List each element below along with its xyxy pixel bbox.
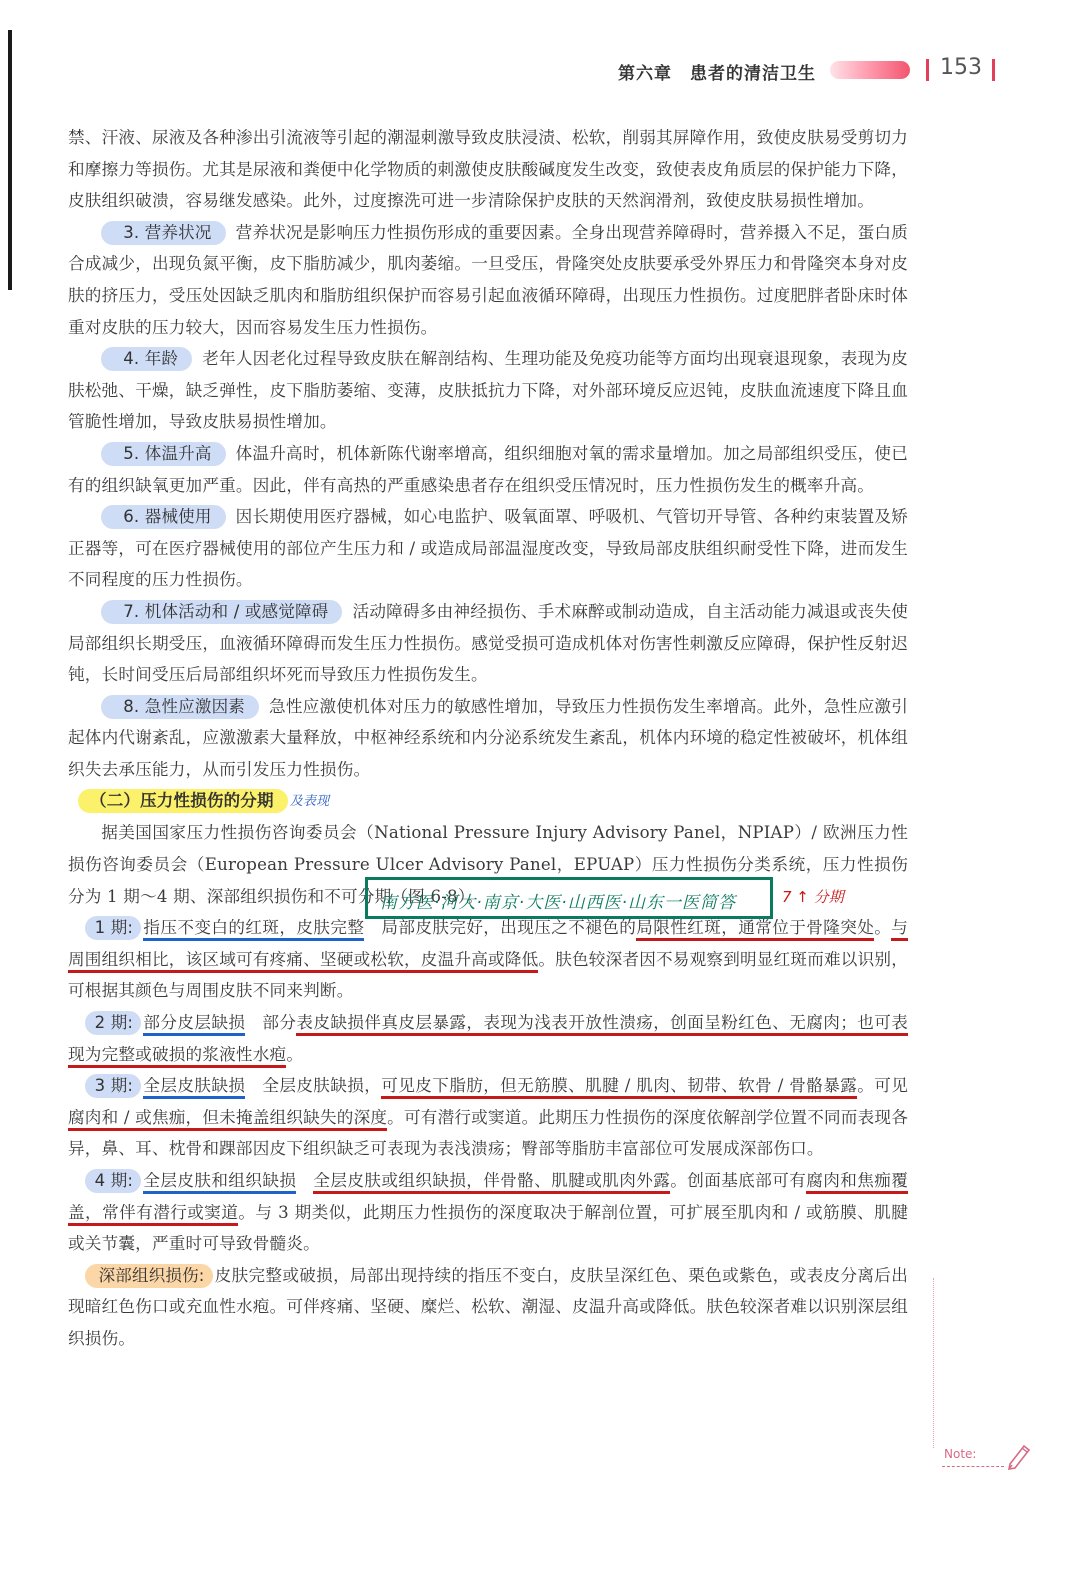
paragraph-text: 因长期使用医疗器械，如心电监护、吸氧面罩、呼吸机、气管切开导管、各种约束装置及矫正器等，可在医疗器械使用的部位产生压力和 / 或造成局部温湿度改变，导致局部皮肤组织耐受性下降，进而发生不同程度的压力性损伤。 [68, 507, 908, 590]
factor-nutrition [68, 217, 908, 343]
paragraph-text: 老年人因老化过程导致皮肤在解剖结构、生理功能及免疫功能等方面均出现衰退现象，表现为皮肤松弛、干燥，缺乏弹性，皮下脂肪萎缩、变薄，皮肤抵抗力下降，对外部环境反应迟钝，皮肤血流速度下降且血管脆性增加，导致皮肤易损性增加。 [68, 349, 908, 432]
header-separator [992, 59, 995, 81]
paragraph-text: 体温升高时，机体新陈代谢率增高，组织细胞对氧的需求量增加。加之局部组织受压，使已有的组织缺氧更加严重。因此，伴有高热的严重感染患者存在组织受压情况时，压力性损伤发生的概率升高。 [68, 443, 908, 495]
subheading-tag: 3. 营养状况 [101, 221, 225, 245]
stage-name: 全层皮肤缺损 [143, 1076, 245, 1099]
chapter-title: 第六章 患者的清洁卫生 [618, 64, 816, 84]
stage-2 [68, 1007, 908, 1070]
stage-name: 全层皮肤和组织缺损 [143, 1171, 296, 1194]
paragraph-text: 活动障碍多由神经损伤、手术麻醉或制动造成，自主活动能力减退或丧失使局部组织长期受压，血液循环障碍而发生压力性损伤。感觉受损可造成机体对伤害性刺激反应障碍，保护性反射迟钝，长时间受压后局部组织坏死而导致压力性损伤发生。 [68, 601, 908, 685]
stage-text: 。创面基底部可有 [670, 1171, 807, 1190]
stage-3 [68, 1070, 908, 1165]
section-title: （二）压力性损伤的分期 [78, 789, 288, 813]
stage-name: 部分皮层缺损 [143, 1013, 245, 1036]
paragraph-text: 急性应激使机体对压力的敏感性增加，导致压力性损伤发生率增高。此外，急性应激引起体内代谢紊乱，应激激素大量释放，中枢神经系统和内分泌系统发生紊乱，机体内环境的稳定性被破坏，机体组织失去承压能力，从而引发压力性损伤。 [68, 696, 908, 779]
factor-mobility [68, 596, 908, 691]
paragraph-text: 营养状况是影响压力性损伤形成的重要因素。全身出现营养障碍时，营养摄入不足，蛋白质合成减少，出现负氮平衡，皮下脂肪减少，肌肉萎缩。一旦受压，骨隆突处皮肤要承受外界压力和骨隆突本身对皮肤的挤压力，受压处因缺乏肌肉和脂肪组织保护而容易引起血液循环障碍，出现压力性损伤。过度肥胖者卧床时体重对皮肤的压力较大，因而容易发生压力性损伤。 [68, 222, 908, 337]
stage-text: 。 [286, 1044, 304, 1064]
stage-text: 。可见 [857, 1076, 909, 1096]
stage-text: 。与 3 期类似，此期压力性损伤的深度取决于解剖位置，可扩展至肌肉和 / 或筋膜、肌腱或关节囊，严重时可导致骨髓炎。 [68, 1202, 908, 1254]
stage-label: 4 期: [85, 1169, 142, 1193]
paragraph-text: 皮肤完整或破损，局部出现持续的指压不变白，皮肤呈深红色、栗色或紫色，或表皮分离后出现暗红色伤口或充血性水疱。可伴疼痛、坚硬、糜烂、松软、潮湿、皮温升高或降低。肤色较深者难以识别深层组织损伤。 [68, 1265, 908, 1348]
subheading-tag: 8. 急性应激因素 [101, 695, 259, 719]
underlined-text: 腐肉和焦痂覆盖，常伴有潜行或窦道 [68, 1171, 908, 1226]
header-decoration-bar [830, 61, 910, 79]
stage-text: 。可有潜行或窦道。此期压力性损伤的深度依解剖学位置不同而表现各异，鼻、耳、枕骨和踝部因皮下组织缺乏可表现为表浅溃疡；臀部等脂肪丰富部位可发展成深部伤口。 [68, 1107, 908, 1159]
underlined-text: 可见皮下脂肪，但无筋膜、肌腱 / 肌肉、韧带、软骨 / 骨骼暴露 [381, 1076, 857, 1099]
stage-name: 指压不变白的红斑，皮肤完整 [143, 918, 364, 941]
stage-label: 2 期: [85, 1011, 142, 1035]
handwritten-box-annotation [365, 877, 773, 919]
stage-text: 。肤色较深者因不易观察到明显红斑而难以识别，可根据其颜色与周围皮肤不同来判断。 [68, 949, 908, 1001]
factor-fever [68, 438, 908, 501]
header-separator [926, 59, 929, 81]
underlined-text: 腐肉和 / 或焦痂，但未掩盖组织缺失的深度 [68, 1108, 387, 1131]
subheading-tag: 7. 机体活动和 / 或感觉障碍 [101, 600, 342, 624]
factor-age [68, 343, 908, 438]
page-body [68, 122, 908, 1355]
note-label: Note: [944, 1447, 977, 1461]
pencil-icon [1004, 1440, 1032, 1470]
handwritten-note-red: 7 ↑ 分期 [782, 888, 844, 906]
running-header [600, 55, 1020, 85]
stage-label: 1 期: [85, 916, 142, 940]
stage-1 [68, 912, 908, 1007]
section-heading-staging [68, 785, 908, 817]
paragraph-moisture: 禁、汗液、尿液及各种渗出引流液等引起的潮湿刺激导致皮肤浸渍、松软，削弱其屏障作用，致使皮肤易受剪切力和摩擦力等损伤。尤其是尿液和粪便中化学物质的刺激使皮肤酸碱度发生改变，致使表皮角质层的保护能力下降，皮肤组织破溃，容易继发感染。此外，过度擦洗可进一步清除保护皮肤的天然润滑剂，致使皮肤易损性增加。 [68, 128, 908, 211]
underlined-text: 全层皮肤或组织缺损，伴骨骼、肌腱或肌肉外露 [313, 1171, 670, 1194]
underlined-text: 局限性红斑，通常位于骨隆突处 [636, 918, 874, 941]
factor-device [68, 501, 908, 596]
staging-intro: 据美国国家压力性损伤咨询委员会（National Pressure Injury Advisory Panel，NPIAP）/ 欧洲压力性损伤咨询委员会（European Pressure Ulcer Advisory Panel，EPUAP）压力性损伤分类系统，压力性损伤分为 1 期～4 期、深部组织损伤和不可分期（图 6-8）。 [68, 823, 908, 906]
binding-edge [8, 30, 12, 290]
subheading-tag: 4. 年龄 [101, 347, 192, 371]
stage-text: 全层皮肤缺损， [262, 1076, 382, 1096]
factor-stress [68, 691, 908, 786]
stage-text: 部分 [262, 1013, 297, 1033]
stage-text: 。 [874, 918, 892, 938]
stage-label: 深部组织损伤: [85, 1264, 213, 1288]
handwritten-note-small: 及表现 [289, 794, 330, 810]
margin-dotted-rule [933, 1278, 934, 1448]
stage-text: 局部皮肤完好，出现压之不褪色的 [381, 918, 637, 938]
stage-4 [68, 1165, 908, 1260]
stage-label: 3 期: [85, 1074, 142, 1098]
handwritten-schools: 南方医·河大·南京·大医·山西医·山东一医简答 [380, 893, 737, 913]
subheading-tag: 5. 体温升高 [101, 442, 225, 466]
page-number: 153 [940, 55, 982, 80]
underlined-text: 表皮缺损伴真皮层暴露，表现为浅表开放性溃疡，创面呈粉红色、无腐肉；也可表现为完整或破损的浆液性水疱 [68, 1013, 908, 1068]
subheading-tag: 6. 器械使用 [101, 505, 225, 529]
note-area [940, 1440, 1035, 1480]
underlined-text: 与周围组织相比，该区域可有疼痛、坚硬或松软，皮温升高或降低 [68, 918, 908, 973]
note-line [942, 1466, 1004, 1467]
deep-tissue-injury [68, 1260, 908, 1355]
